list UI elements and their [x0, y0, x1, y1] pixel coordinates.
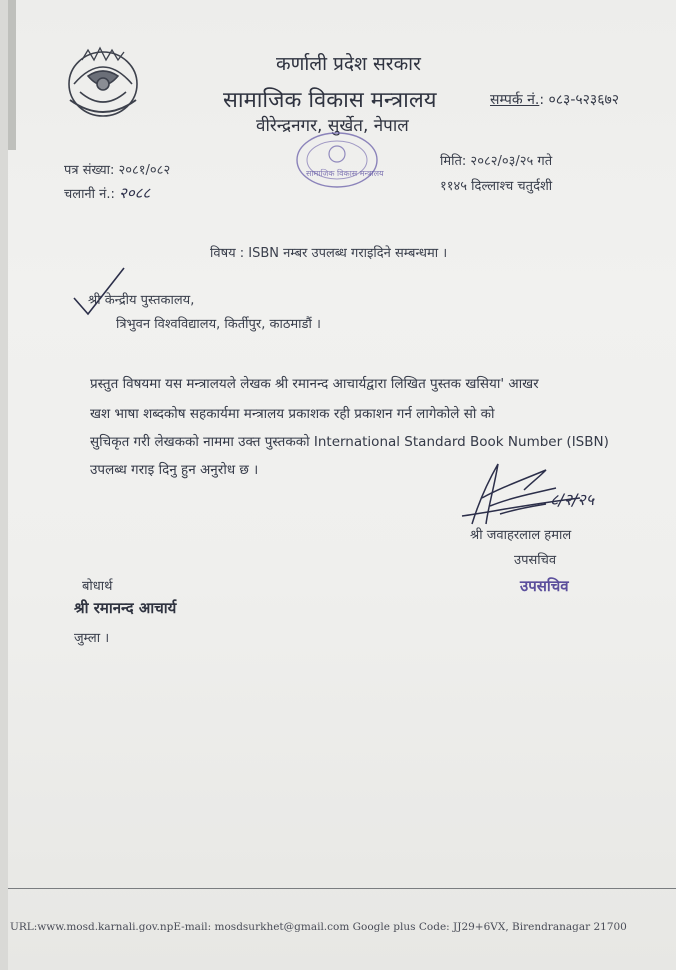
- letter-number: पत्र संख्या: २०८१/०८२: [64, 163, 171, 178]
- signatory-title: उपसचिव: [514, 553, 557, 568]
- nepal-emblem-icon: [60, 40, 146, 124]
- cc-place: जुम्ला ।: [74, 631, 110, 646]
- contact-value: : ०८३-५२३६७२: [539, 92, 620, 108]
- header-address: वीरेन्द्रनगर, सुर्खेत, नेपाल: [256, 116, 409, 136]
- contact-number: [490, 90, 619, 109]
- signatory-name: श्री जवाहरलाल हमाल: [470, 528, 572, 543]
- header-ministry: सामाजिक विकास मन्त्रालय: [223, 88, 437, 113]
- letter-subject: विषय : ISBN नम्बर उपलब्ध गराइदिने सम्बन्धमा ।: [210, 246, 448, 261]
- dispatch-value: २०८८: [119, 184, 151, 202]
- designation-stamp: उपसचिव: [520, 577, 569, 595]
- ministry-seal: [292, 130, 382, 192]
- body-line-3: सुचिकृत गरी लेखकको नाममा उक्त पुस्तकको International Standard Book Number (ISBN): [90, 434, 609, 450]
- header-province: कर्णाली प्रदेश सरकार: [276, 53, 421, 75]
- body-line-4: उपलब्ध गराइ दिनु हुन अनुरोध छ ।: [90, 462, 259, 478]
- cc-label: बोधार्थ: [82, 579, 113, 594]
- handwritten-date: ८/२/२५: [550, 490, 595, 509]
- seal-icon: [292, 130, 382, 192]
- cc-name: श्री रमानन्द आचार्य: [74, 599, 177, 617]
- body-line-2: खश भाषा शब्दकोष सहकार्यमा मन्त्रालय प्रकाशक रही प्रकाशन गर्न लागेकोले सो को: [90, 406, 495, 422]
- body-line-1: प्रस्तुत विषयमा यस मन्त्रालयले लेखक श्री रमानन्द आचार्यद्वारा लिखित पुस्तक खसिया' आखर: [90, 376, 539, 392]
- dispatch-label: चलानी नं.:: [64, 187, 115, 202]
- footer-divider: [8, 888, 676, 889]
- seal-text: सामाजिक विकास मन्त्रालय: [306, 169, 384, 178]
- dispatch-number: [64, 183, 150, 203]
- contact-label: सम्पर्क नं.: [490, 92, 540, 108]
- page-shadow: [8, 0, 16, 150]
- letter-date: मिति: २०८२/०३/२५ गते: [440, 154, 553, 169]
- recipient-line1: श्री केन्द्रीय पुस्तकालय,: [88, 293, 195, 308]
- recipient-line2: त्रिभुवन विश्वविद्यालय, किर्तीपुर, काठमाडौं ।: [116, 317, 321, 332]
- letter-date-lunar: ११४५ दिल्लाश्च चतुर्दशी: [440, 179, 553, 194]
- letter-page: [8, 0, 676, 970]
- footer-contact: URL:www.mosd.karnali.gov.npE-mail: mosdsurkhet@gmail.com Google plus Code: JJ29+6VX, Birendranagar 21700: [10, 921, 627, 933]
